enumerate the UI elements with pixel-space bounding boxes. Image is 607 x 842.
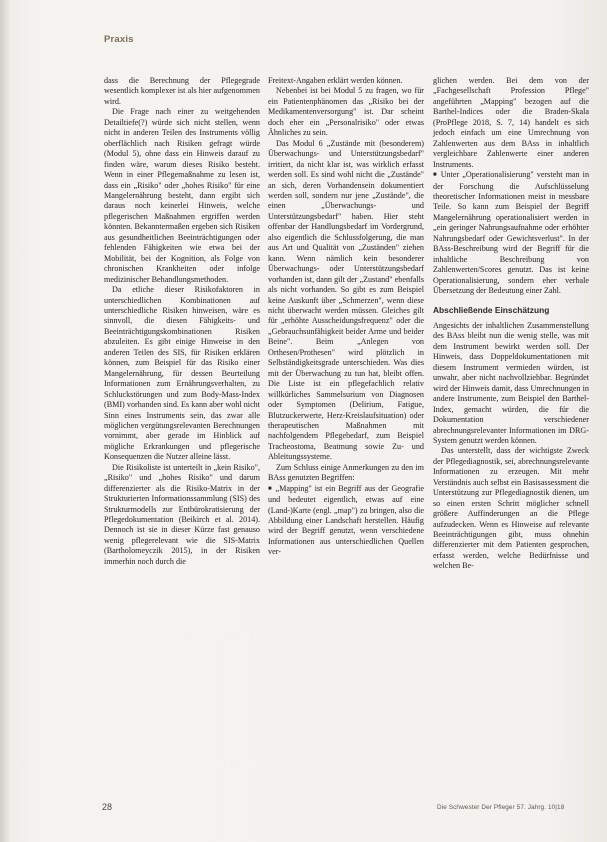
section-label: Praxis [104, 34, 134, 45]
paragraph: Das Modul 6 „Zustände mit (besonderem) Überwachungs- und Unterstützungsbedarf" irritiert, da nicht klar ist, was wirklich erfasst werden soll. Es sind wohl nicht die „Zustände" an sich, deren Vorhandensein dokumentiert werden soll, sondern nur jene „Zustände", die einen „Überwachungs- und Unterstützungsbedarf" haben. Hier steht offenbar der Handlungsbedarf im Vordergrund, also eigentlich die Schlussfolgerung, die man aus Art und Qualität von „Zuständen" ziehen kann. Wenn nämlich kein besonderer Überwachungs- oder Unterstützungsbedarf vorhanden ist, dann gilt der „Zustand" ebenfalls als nicht vorhanden. So gibt es zum Beispiel keine Auskunft über „Schmerzen", wenn diese nicht überwacht werden müssen. Gleiches gilt für „erhöhte Ausscheidungsfrequenz" oder die „Gebrauchsunfähigkeit beider Arme und beider Beine". Beim „Anlegen von Orthesen/Prothesen" wird plötzlich in Selbständigkeitsgrade unterschieden. Was dies mit der Überwachung zu tun hat, bleibt offen. Die Liste ist ein pflegefachlich relativ willkürliches Sammelsurium von Diagnosen oder Symptomen (Delirium, Fatigue, Blutzuckerwerte, Herz-Kreislaufsituation) oder therapeutischen Maßnahmen mit nachfolgendem Pflegebedarf, zum Beispiel Tracheostoma, Beatmung sowie Zu- und Ableitungssysteme. [268, 138, 424, 462]
page-binding-edge [0, 0, 10, 842]
bullet-square-icon [433, 170, 441, 179]
paragraph: Das unterstellt, dass der wichtigste Zweck der Pflegediagnostik, sei, abrechnungsrelevante Informationen zu erzeugen. Mit mehr Verständnis auch selbst ein Basisassessment die Unterstützung zur Pflegediagnostik dienen, um so einen ersten Schritt möglicher schnell größere Auffinderungen an die Pflege aufzudecken. Wenn es Hinweise auf relevante Beeinträchtigungen gibt, muss ohnehin differenzierter mit dem Patienten gesprochen, erfasst werden, welche Bedürfnisse und welchen Be- [433, 446, 589, 571]
paragraph: Angesichts der inhaltlichen Zusammenstellung des BAss bleibt nun die wenig stelle, was mit dem Instrument bewirkt werden soll. Der Hinweis, dass Doppeldokumentationen mit diesem Instrument vermieden würden, ist unwahr, aber nicht nachvollziehbar. Begründet wird der Hinweis damit, dass Umrechnungen in andere Instrumente, zum Beispiel den Barthel-Index, gemacht würden, die für die Dokumentation verschiedener abrechnungsrelevanter Informationen im DRG-System genutzt werden können. [433, 320, 589, 445]
bullet-paragraph [433, 170, 589, 296]
paragraph: Zum Schluss einige Anmerkungen zu den im BAss genutzten Begriffen: [268, 462, 424, 483]
text-column-3 [433, 76, 589, 572]
paragraph: Da etliche dieser Risikofaktoren in unterschiedlichen Kombinationen auf unterschiedliche Risiken hinweisen, wäre es sinnvoll, die diesen Fähigkeits- und Beeinträchtigungskombinationen Risiken abzuleiten. Es gibt einige Hinweise in den anderen Teilen des SIS, für Risiken erklären können, zum Beispiel für das Risiko einer Mangelernährung, für dessen Beurteilung Informationen zum Ernährungsverhalten, zu Schluckstörungen und zum Body-Mass-Index (BMI) vorhanden sind. Es kann aber wohl nicht Sinn eines Instruments sein, das zwar alle möglichen vergütungsrelevanten Berechnungen vornimmt, aber gerade im Hinblick auf mögliche Erkrankungen und pflegerische Konsequenzen die Nutzer alleine lässt. [104, 285, 260, 462]
page-number: 28 [102, 802, 113, 812]
bullet-square-icon [268, 484, 276, 493]
paragraph: glichen werden. Bei dem von der „Fachgesellschaft Profession Pflege" angeführten „Mapping" bezogen auf die Barthel-Indices oder die Braden-Skala (ProPflege 2018, S. 7, 14) handelt es sich jedoch einfach um eine Umrechnung von Zahlenwerten aus dem BAss in inhaltlich vergleichbare Zahlenwerte einer anderen Instruments. [433, 76, 589, 169]
bullet-paragraph [268, 484, 424, 558]
paragraph: Die Frage nach einer zu weitgehenden Detailtiefe(?) würde sich nicht stellen, wenn nicht in anderen Teilen des Instruments völlig oberflächlich nach Risiken gefragt würde (Modul 5), ohne dass ein Hinweis darauf zu finden wäre, warum dieses Risiko besteht. Wenn in einer Pflegemaßnahme zu lesen ist, dass ein „Risiko" oder „hohes Risiko" für eine Mangelernährung besteht, dann ergibt sich daraus noch keinerlei Hinweis, welche pflegerischen Maßnahmen ergriffen werden könnten. Bekanntermaßen ergeben sich Risiken aus gesundheitlichen Beeinträchtigungen oder fehlenden Fähigkeiten wie etwa bei der Mobilität, bei der Kognition, als Folge von chronischen Krankheiten oder infolge medizinischer Behandlungsmethoden. [104, 107, 260, 284]
journal-footer: Die Schwester Der Pfleger 57. Jahrg. 10|18 [437, 804, 565, 811]
section-heading: Abschließende Einschätzung [433, 304, 550, 315]
paragraph: Nebenbei ist bei Modul 5 zu fragen, wo für ein Patientenphänomen das „Risiko bei der Medikamentenversorgung" ist. Dar scheint doch eher ein „Personalrisiko" oder etwas Ähnliches zu sein. [268, 86, 424, 138]
text-column-2 [268, 76, 424, 558]
paragraph: Die Risikoliste ist unterteilt in „kein Risiko", „Risiko" und „hohes Risiko" und darum differenzierter als die Risiko-Matrix in der Strukturierten Informationssammlung (SIS) des Strukturmodells zur Entbürokratisierung der Pflegedokumentation (Beikirch et al. 2014). Dennoch ist sie in dieser Kürze fast genauso wenig pflegerelevant wie die SIS-Matrix (Bartholomeyczik 2015), in der Risiken immerhin noch durch die [104, 462, 260, 566]
text-column-1 [104, 76, 260, 567]
bullet-text: „Mapping" ist ein Begriff aus der Geografie und bedeutet eigentlich, etwas auf eine (Land-)Karte (engl. „map") zu bringen, also die Abbildung einer Landschaft herstellen. Häufig wird der Begriff genutzt, wenn verschiedene Informationen aus unterschiedlichen Quellen ver- [268, 483, 424, 557]
bullet-text: Unter „Operationalisierung" versteht man in der Forschung die Aufschlüsselung theoretischer Informationen meist in messbare Teile. So kann zum Beispiel der Begriff Mangelernährung operationalisiert werden in „ein geringer Nahrungsaufnahme oder erhöhter Nahrungsbedarf oder Gewichtsverlust". In der BAss-Beschreibung wird der Begriff für die inhaltliche Beschreibung von Zahlenwerten/Scores genutzt. Das ist keine Operationalisierung, sondern eher verbale Übersetzung der Bedeutung einer Zahl. [433, 170, 590, 296]
paragraph: Freitext-Angaben erklärt werden können. [268, 76, 403, 85]
paragraph: dass die Berechnung der Pflegegrade wesentlich komplexer ist als hier aufgenommen wird. [104, 76, 260, 106]
